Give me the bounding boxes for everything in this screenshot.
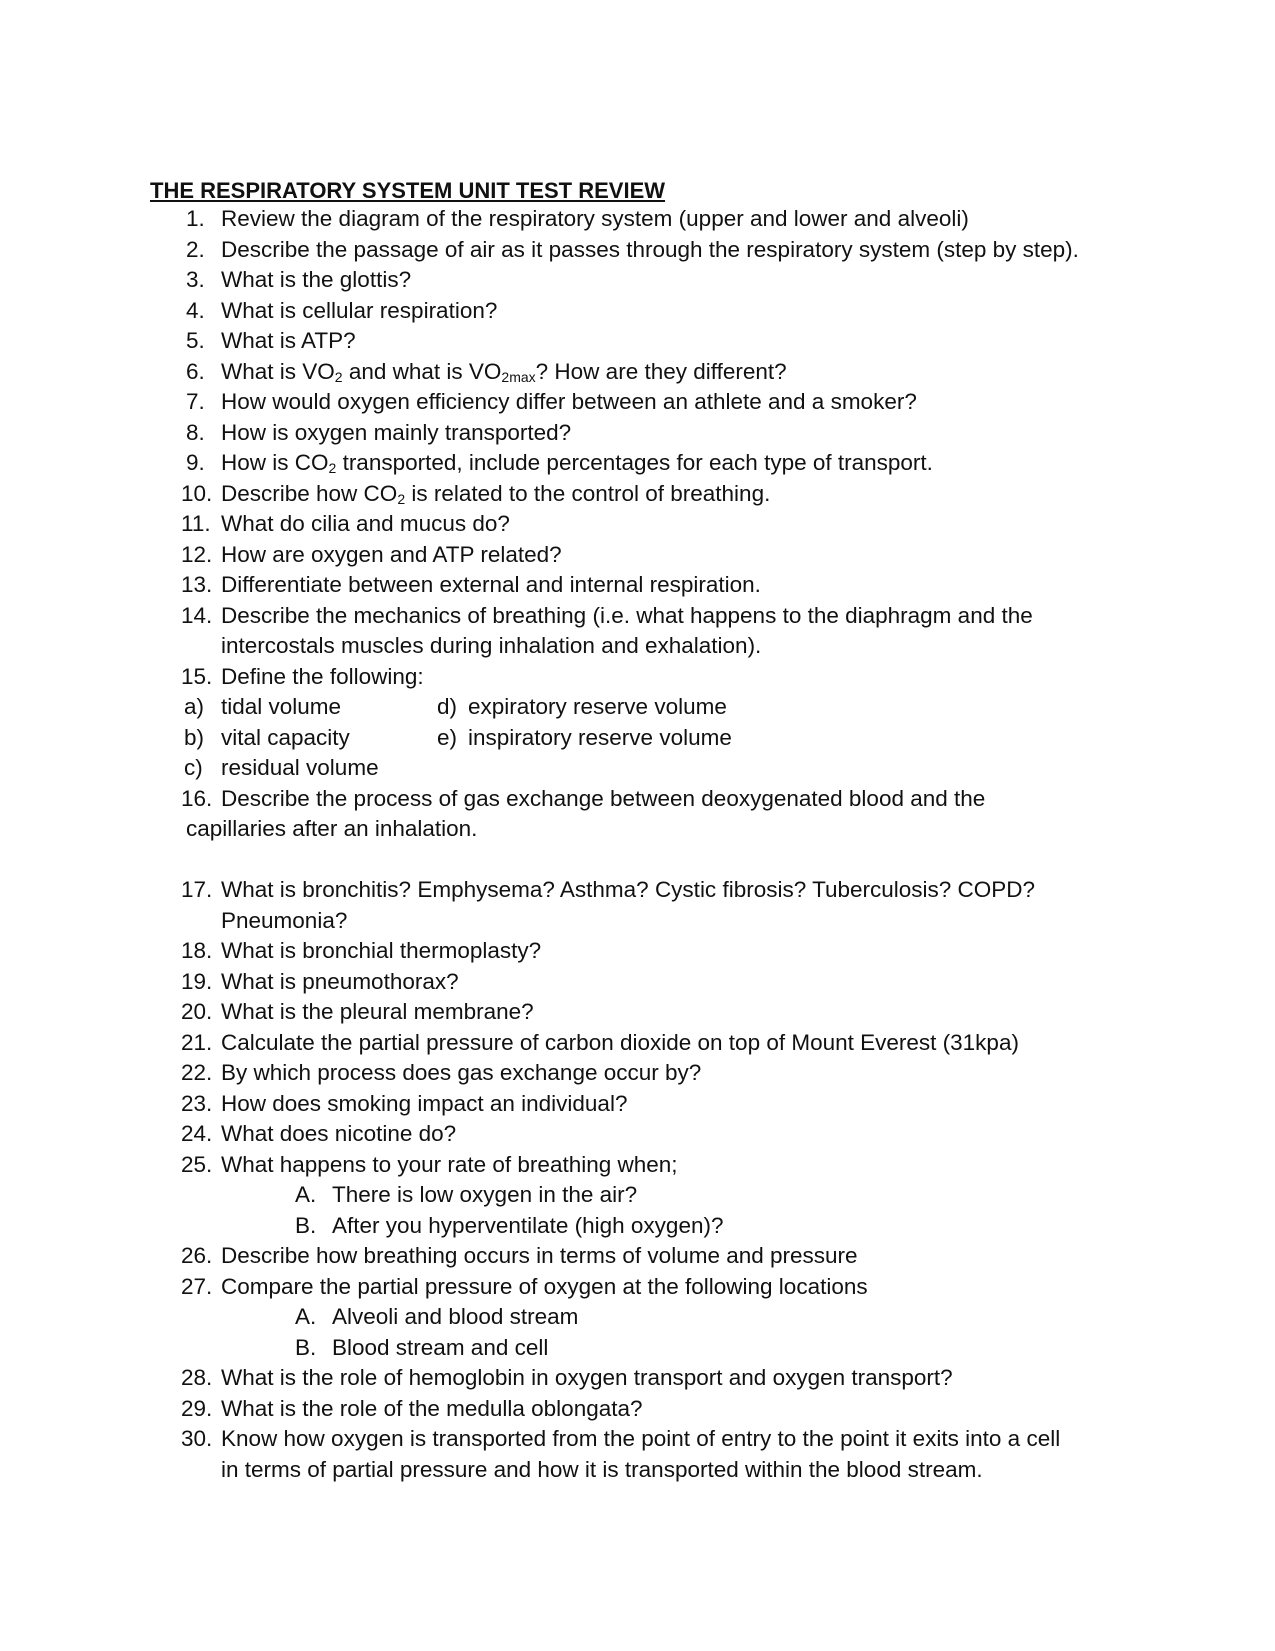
question-text: What is bronchial thermoplasty?: [221, 938, 542, 963]
question-text: How would oxygen efficiency differ between an athlete and a smoker?: [221, 389, 917, 414]
question-number: 1.: [186, 206, 205, 231]
sub-question-text: There is low oxygen in the air?: [332, 1182, 638, 1207]
question-item: [0, 235, 1275, 266]
definition-item: [184, 753, 424, 784]
question-item: [0, 479, 1275, 510]
question-number: 25.: [181, 1151, 213, 1177]
question-item: [0, 1363, 1275, 1394]
question-number: 12.: [181, 541, 213, 567]
question-item: [0, 875, 1275, 906]
question-text: Describe the passage of air as it passes through the respiratory system (step by step).: [221, 236, 1079, 262]
question-text: What is the role of hemoglobin in oxygen transport and oxygen transport?: [221, 1365, 953, 1390]
question-text: What is bronchitis? Emphysema? Asthma? Cystic fibrosis? Tuberculosis? COPD?: [221, 877, 1036, 902]
sub-question-text: Alveoli and blood stream: [332, 1304, 579, 1329]
question-text: Differentiate between external and internal respiration.: [221, 572, 761, 597]
question-number: 23.: [181, 1090, 213, 1116]
question-number: 8.: [186, 419, 205, 445]
question-number: 21.: [181, 1029, 213, 1055]
definition-item: [184, 692, 424, 723]
question-item: [0, 601, 1275, 632]
question-continuation: [0, 631, 1275, 662]
sub-question-item: [295, 1333, 995, 1364]
question-text: capillaries after an inhalation.: [186, 816, 478, 841]
question-text: What does nicotine do?: [221, 1121, 457, 1146]
question-item: [0, 204, 1275, 235]
question-text: By which process does gas exchange occur by?: [221, 1060, 702, 1085]
question-item: [0, 509, 1275, 540]
question-item: [0, 997, 1275, 1028]
sub-question-item: [295, 1180, 995, 1211]
question-text: What is ATP?: [221, 328, 356, 353]
question-text: How is $CO_2$ transported, include percentages for each type of transport.: [221, 450, 933, 476]
question-number: 24.: [181, 1121, 213, 1146]
question-text: Calculate the partial pressure of carbon dioxide on top of Mount Everest (31kpa): [221, 1029, 1019, 1055]
definition-term: tidal volume: [221, 694, 342, 719]
question-number: 14.: [181, 602, 213, 628]
question-item: [0, 967, 1275, 998]
sub-question-item: [295, 1211, 995, 1242]
question-item: [0, 936, 1275, 967]
question-item: [0, 326, 1275, 357]
question-number: 10.: [181, 480, 213, 506]
question-number: 29.: [181, 1395, 213, 1421]
definition-label: d): [437, 694, 458, 719]
definition-item: [437, 723, 797, 754]
definition-term: inspiratory reserve volume: [468, 724, 732, 750]
question-item: [0, 265, 1275, 296]
question-number: 30.: [181, 1426, 213, 1451]
question-number: 28.: [181, 1365, 213, 1390]
question-text: in terms of partial pressure and how it is transported within the blood stream.: [221, 1456, 983, 1482]
sub-question-label: A.: [295, 1182, 317, 1207]
definition-label: b): [184, 724, 205, 750]
definition-label: e): [437, 724, 458, 750]
question-continuation: [0, 906, 1275, 937]
question-number: 9.: [186, 450, 205, 475]
question-number: 19.: [181, 968, 213, 994]
question-number: 7.: [186, 389, 205, 414]
question-number: 11.: [181, 511, 211, 536]
question-number: 18.: [181, 938, 213, 963]
definition-label: c): [184, 755, 203, 780]
question-text: Describe how $CO_2$ is related to the control of breathing.: [221, 480, 771, 507]
question-text: What is the pleural membrane?: [221, 999, 534, 1024]
question-item: [0, 540, 1275, 571]
definition-item: [437, 692, 797, 723]
question-number: 15.: [181, 663, 213, 689]
question-text: Pneumonia?: [221, 907, 348, 933]
question-continuation: [0, 1455, 1275, 1486]
definition-term: residual volume: [221, 755, 379, 780]
sub-question-label: B.: [295, 1212, 317, 1238]
sub-question-label: A.: [295, 1304, 317, 1329]
question-item: [0, 1150, 1275, 1181]
page-title: THE RESPIRATORY SYSTEM UNIT TEST REVIEW: [150, 178, 666, 203]
question-item: [0, 1241, 1275, 1272]
question-number: 5.: [186, 328, 205, 353]
question-text: What is $VO_2$ and what is $VO_{2max}$? How are they different?: [221, 358, 787, 385]
definition-term: vital capacity: [221, 724, 350, 750]
sub-question-item: [295, 1302, 995, 1333]
question-item: [0, 357, 1275, 388]
question-number: 17.: [181, 877, 213, 902]
question-text: Describe how breathing occurs in terms of volume and pressure: [221, 1243, 858, 1268]
question-continuation: [0, 814, 1275, 845]
question-text: intercostals muscles during inhalation and exhalation).: [221, 633, 762, 658]
question-text: How does smoking impact an individual?: [221, 1090, 628, 1116]
question-item: [0, 784, 1275, 815]
definition-item: [184, 723, 424, 754]
question-text: What is cellular respiration?: [221, 297, 498, 323]
question-item: [0, 448, 1275, 479]
question-text: Define the following:: [221, 663, 424, 689]
definition-term: expiratory reserve volume: [468, 694, 727, 719]
question-text: What happens to your rate of breathing when;: [221, 1151, 678, 1177]
question-number: 4.: [186, 297, 205, 323]
question-item: [0, 418, 1275, 449]
question-number: 3.: [186, 267, 205, 292]
question-number: 13.: [181, 572, 213, 597]
question-item: [0, 1058, 1275, 1089]
question-number: 27.: [181, 1273, 213, 1299]
question-text: Know how oxygen is transported from the point of entry to the point it exits into a cell: [221, 1426, 1061, 1451]
question-text: How is oxygen mainly transported?: [221, 419, 572, 445]
question-item: [0, 1424, 1275, 1455]
question-item: [0, 1394, 1275, 1425]
question-text: Review the diagram of the respiratory system (upper and lower and alveoli): [221, 206, 969, 231]
question-text: How are oxygen and ATP related?: [221, 541, 562, 567]
question-item: [0, 1272, 1275, 1303]
question-text: What do cilia and mucus do?: [221, 511, 510, 536]
sub-question-label: B.: [295, 1334, 317, 1360]
question-number: 16.: [181, 785, 213, 811]
question-item: [0, 1119, 1275, 1150]
question-item: [0, 662, 1275, 693]
question-item: [0, 1028, 1275, 1059]
question-text: Describe the process of gas exchange between deoxygenated blood and the: [221, 785, 986, 811]
question-item: [0, 1089, 1275, 1120]
question-text: What is the glottis?: [221, 267, 412, 292]
question-item: [0, 296, 1275, 327]
sub-question-text: Blood stream and cell: [332, 1334, 549, 1360]
sub-question-text: After you hyperventilate (high oxygen)?: [332, 1212, 724, 1238]
question-item: [0, 387, 1275, 418]
question-item: [0, 570, 1275, 601]
question-number: 6.: [186, 358, 205, 384]
question-text: Describe the mechanics of breathing (i.e. what happens to the diaphragm and the: [221, 602, 1033, 628]
question-text: Compare the partial pressure of oxygen at the following locations: [221, 1273, 868, 1299]
question-number: 2.: [186, 236, 205, 262]
question-text: What is pneumothorax?: [221, 968, 459, 994]
definition-label: a): [184, 694, 205, 719]
question-number: 26.: [181, 1243, 213, 1268]
question-number: 20.: [181, 999, 213, 1024]
question-text: What is the role of the medulla oblongata?: [221, 1395, 643, 1421]
question-number: 22.: [181, 1060, 213, 1085]
